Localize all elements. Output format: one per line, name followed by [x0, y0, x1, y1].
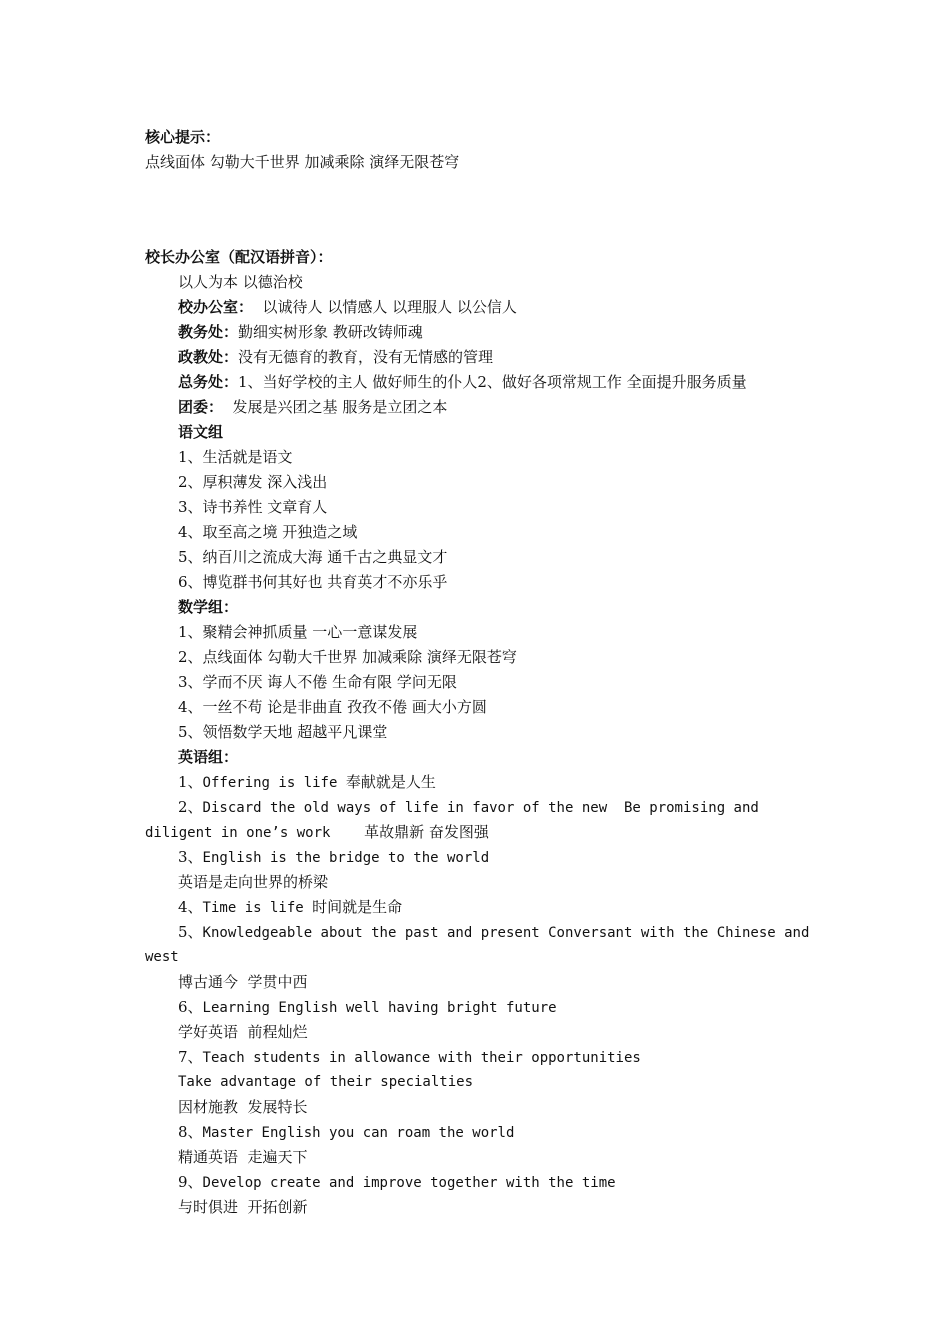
- dept-text: 1、当好学校的主人 做好师生的仆人2、做好各项常规工作 全面提升服务质量: [238, 373, 747, 391]
- list-item: 3、诗书养性 文章育人: [178, 498, 328, 516]
- item-chinese: 英语是走向世界的桥梁: [178, 873, 329, 891]
- dept-text: 发展是兴团之基 服务是立团之本: [223, 398, 448, 416]
- item-number: 5、: [178, 923, 203, 941]
- item-english: Knowledgeable about the past and present Conversant with the Chinese and: [202, 925, 810, 941]
- item-number: 8、: [178, 1123, 203, 1141]
- list-item: 2、点线面体 勾勒大千世界 加减乘除 演绎无限苍穹: [178, 648, 517, 666]
- list-item: 4、一丝不苟 论是非曲直 孜孜不倦 画大小方圆: [178, 698, 487, 716]
- principal-office-motto: 以人为本 以德治校: [178, 273, 303, 291]
- chinese-group-heading: 语文组: [178, 423, 224, 441]
- list-item: [178, 895, 848, 920]
- list-item: 1、生活就是语文: [178, 448, 293, 466]
- dept-label: 总务处：: [178, 373, 239, 391]
- dept-line-academic: [178, 320, 848, 345]
- list-item: 1、聚精会神抓质量 一心一意谋发展: [178, 623, 418, 641]
- list-item: [178, 1170, 848, 1195]
- english-group-heading: 英语组：: [178, 748, 239, 766]
- list-item: [178, 920, 848, 945]
- dept-line-general: [178, 370, 848, 395]
- dept-label: 政教处：: [178, 348, 239, 366]
- list-item: 2、厚积薄发 深入浅出: [178, 473, 328, 491]
- list-item: [178, 1120, 848, 1145]
- list-item: [178, 770, 848, 795]
- dept-text: 勤细实树形象 教研改铸师魂: [238, 323, 423, 341]
- item-number: 1、: [178, 773, 203, 791]
- item-number: 9、: [178, 1173, 203, 1191]
- dept-text: 没有无德育的教育，没有无情感的管理: [238, 348, 494, 366]
- list-item: 3、学而不厌 诲人不倦 生命有限 学问无限: [178, 673, 457, 691]
- list-item: [178, 1045, 848, 1070]
- item-english: Master English you can roam the world: [202, 1125, 515, 1141]
- list-item: 5、领悟数学天地 超越平凡课堂: [178, 723, 388, 741]
- item-chinese: 学好英语 前程灿烂: [178, 1023, 308, 1041]
- item-chinese: 与时俱进 开拓创新: [178, 1198, 308, 1216]
- item-chinese: 时间就是生命: [312, 898, 403, 916]
- item-chinese: 精通英语 走遍天下: [178, 1148, 308, 1166]
- list-item: 4、取至高之境 开独造之域: [178, 523, 358, 541]
- item-chinese: 革故鼎新 奋发图强: [364, 823, 489, 841]
- item-chinese: 博古通今 学贯中西: [178, 973, 308, 991]
- hint-heading: 核心提示：: [145, 128, 221, 146]
- dept-line-political: [178, 345, 848, 370]
- principal-office-heading: 校长办公室（配汉语拼音）：: [145, 248, 333, 266]
- list-item: 6、博览群书何其好也 共育英才不亦乐乎: [178, 573, 448, 591]
- item-english: Learning English well having bright future: [202, 1000, 557, 1016]
- item-english: English is the bridge to the world: [202, 850, 490, 866]
- item-chinese: 因材施教 发展特长: [178, 1098, 308, 1116]
- list-item: 5、纳百川之流成大海 通千古之典显文才: [178, 548, 448, 566]
- dept-text: 以诚待人 以情感人 以理服人 以公信人: [253, 298, 517, 316]
- item-english: Discard the old ways of life in favor of the new Be promising and: [202, 800, 759, 816]
- math-group-heading: 数学组：: [178, 598, 239, 616]
- dept-line-league: [178, 395, 848, 420]
- item-english: diligent in one’s work: [145, 825, 365, 841]
- item-number: 7、: [178, 1048, 203, 1066]
- list-item-continuation: west: [145, 949, 179, 965]
- list-item-continuation: [145, 820, 815, 845]
- item-english: Offering is life: [202, 775, 346, 791]
- list-item: [178, 795, 848, 820]
- item-chinese: 奉献就是人生: [345, 773, 436, 791]
- item-number: 2、: [178, 798, 203, 816]
- item-number: 3、: [178, 848, 203, 866]
- dept-label: 教务处：: [178, 323, 239, 341]
- hint-text: 点线面体 勾勒大千世界 加减乘除 演绎无限苍穹: [145, 153, 460, 171]
- item-english: Take advantage of their specialties: [178, 1074, 474, 1090]
- item-english: Time is life: [202, 900, 313, 916]
- list-item: [178, 995, 848, 1020]
- list-item: [178, 845, 848, 870]
- dept-label: 团委：: [178, 398, 224, 416]
- item-number: 6、: [178, 998, 203, 1016]
- item-number: 4、: [178, 898, 203, 916]
- item-english: Teach students in allowance with their opportunities: [202, 1050, 641, 1066]
- dept-line-office: [178, 295, 848, 320]
- item-english: Develop create and improve together with the time: [202, 1175, 616, 1191]
- dept-label: 校办公室：: [178, 298, 254, 316]
